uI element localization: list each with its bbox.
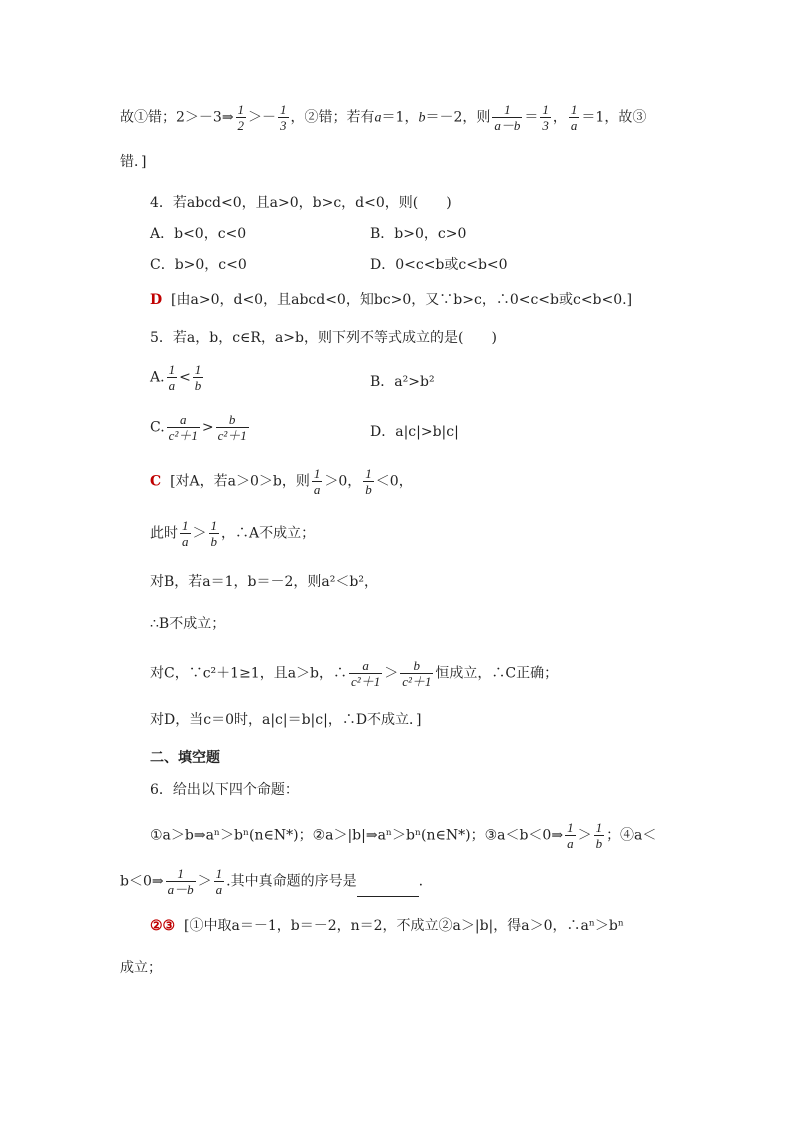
numerator: 1 <box>595 820 603 835</box>
text: 对C，∵c²＋1≥1，且a＞b，∴ <box>150 665 348 682</box>
text: ＝1，故③ <box>581 109 647 126</box>
fraction <box>167 362 178 393</box>
question-5-option-d: D．a|c|>b|c| <box>370 424 459 440</box>
denominator: a <box>570 118 578 133</box>
denominator: c²＋1 <box>351 674 381 689</box>
text-line-2: 错．] <box>120 154 147 170</box>
text: ，②错；若有 <box>290 109 375 126</box>
question-5-option-a <box>150 362 205 393</box>
operator: > <box>201 419 214 436</box>
denominator: 3 <box>280 118 287 133</box>
fraction <box>540 102 551 133</box>
fraction <box>216 412 249 443</box>
text: ；④a＜ <box>606 827 657 844</box>
question-5-explanation-3: 对B，若a＝1，b＝－2，则a²＜b²， <box>150 574 378 590</box>
question-4-stem: 4．若abcd<0，且a>0，b>c，d<0，则( ) <box>150 195 452 211</box>
text: ＞0， <box>324 473 362 490</box>
fraction <box>167 412 200 443</box>
denominator: c²＋1 <box>402 674 432 689</box>
denominator: 3 <box>542 118 549 133</box>
explanation: [①中取a＝－1，b＝－2，n＝2，不成立②a＞|b|，得a＞0，∴aⁿ＞bⁿ <box>184 918 624 934</box>
numerator: 1 <box>182 518 189 533</box>
question-6-stem: 6．给出以下四个命题： <box>150 782 299 798</box>
question-5-explanation-5 <box>150 658 558 689</box>
question-5-explanation-4: ∴B不成立； <box>150 616 226 632</box>
text: b＜0⇒ <box>120 873 164 890</box>
numerator: 1 <box>567 820 574 835</box>
fraction <box>349 658 382 689</box>
option-label: C. <box>150 419 165 436</box>
numerator: 1 <box>237 102 245 117</box>
fraction <box>312 466 323 497</box>
fraction <box>209 518 220 549</box>
text: ＝－2，则 <box>425 109 491 126</box>
denominator: a <box>567 836 574 851</box>
question-5-explanation-2 <box>150 518 315 549</box>
denominator: c²＋1 <box>168 428 198 443</box>
question-4-answer <box>150 290 632 310</box>
numerator: 1 <box>194 362 202 377</box>
question-5-option-b: B．a²>b² <box>370 374 435 390</box>
denominator: b <box>194 378 202 393</box>
section-heading: 二、填空题 <box>150 750 220 766</box>
text-line-1 <box>120 102 646 133</box>
fraction <box>278 102 289 133</box>
text: ＞ <box>192 525 207 542</box>
text: [对A，若a＞0＞b，则 <box>170 473 310 490</box>
question-6-answer <box>150 916 624 936</box>
numerator: 1 <box>168 362 176 377</box>
text: ＝ <box>524 109 539 126</box>
numerator: 1 <box>365 466 372 481</box>
denominator: a <box>168 378 176 393</box>
question-5-explanation-6: 对D，当c＝0时，a|c|＝b|c|，∴D不成立．] <box>150 712 422 728</box>
text: ，∴A不成立； <box>221 525 316 542</box>
fraction <box>180 518 191 549</box>
question-5-explanation-1 <box>150 466 413 497</box>
denominator: c²＋1 <box>217 428 247 443</box>
question-6-line-1 <box>150 820 656 851</box>
question-6-answer-2: 成立； <box>120 960 162 976</box>
text: 故①错；2＞－3⇒ <box>120 109 234 126</box>
explanation: [由a>0，d<0，且abcd<0，知bc>0，又∵b>c，∴0<c<b或c<b<0.] <box>171 292 633 308</box>
fraction <box>363 466 374 497</box>
fraction <box>565 820 576 851</box>
denominator: b <box>595 836 603 851</box>
fraction <box>569 102 580 133</box>
text: 此时 <box>150 525 178 542</box>
denominator: b <box>365 482 372 497</box>
numerator: a <box>362 658 369 673</box>
text: ＝1， <box>381 109 419 126</box>
text: ＞ <box>197 873 212 890</box>
question-6-line-2 <box>120 866 423 897</box>
answer-letter: C <box>150 473 162 490</box>
fraction <box>214 866 225 897</box>
fraction <box>236 102 247 133</box>
question-4-option-c: C．b>0，c<0 <box>150 257 247 273</box>
denominator: 2 <box>237 118 245 133</box>
denominator: a <box>313 482 321 497</box>
numerator: 1 <box>177 866 184 881</box>
option-label: A. <box>150 369 165 386</box>
numerator: b <box>413 658 421 673</box>
numerator: b <box>228 412 236 427</box>
fraction <box>400 658 433 689</box>
numerator: 1 <box>504 102 511 117</box>
text: ＞ <box>577 827 592 844</box>
answer-blank[interactable] <box>357 882 419 897</box>
numerator: a <box>180 412 187 427</box>
denominator: a <box>182 534 189 549</box>
operator: < <box>179 369 191 386</box>
numerator: 1 <box>570 102 578 117</box>
denominator: b <box>210 534 217 549</box>
answer-text: ②③ <box>150 918 176 934</box>
denominator: a－b <box>494 118 521 133</box>
variable: a <box>374 110 382 126</box>
answer-letter: D <box>150 292 163 308</box>
numerator: 1 <box>542 102 549 117</box>
numerator: 1 <box>215 866 223 881</box>
text: ＜0， <box>375 473 413 490</box>
text: .其中真命题的序号是 <box>226 873 357 890</box>
variable: b <box>418 110 426 126</box>
text: ＞－ <box>248 109 277 126</box>
numerator: 1 <box>313 466 321 481</box>
text: 恒成立，∴C正确； <box>435 665 559 682</box>
question-4-option-d: D．0<c<b或c<b<0 <box>370 257 508 273</box>
question-5-stem: 5．若a，b，c∈R，a>b，则下列不等式成立的是( ) <box>150 330 497 346</box>
text: ＞ <box>384 665 399 682</box>
question-4-option-b: B．b>0，c>0 <box>370 226 467 242</box>
denominator: a <box>215 882 223 897</box>
denominator: a－b <box>167 882 194 897</box>
numerator: 1 <box>280 102 287 117</box>
numerator: 1 <box>210 518 217 533</box>
fraction <box>166 866 196 897</box>
text: ， <box>552 109 567 126</box>
fraction <box>594 820 605 851</box>
text: ①a＞b⇒aⁿ＞bⁿ(n∈N*)；②a＞|b|⇒aⁿ＞bⁿ(n∈N*)；③a＜b＜0⇒ <box>150 827 564 844</box>
fraction <box>193 362 204 393</box>
question-5-option-c <box>150 412 251 443</box>
fraction <box>492 102 522 133</box>
text: . <box>418 873 424 890</box>
question-4-option-a: A．b<0，c<0 <box>150 226 247 242</box>
